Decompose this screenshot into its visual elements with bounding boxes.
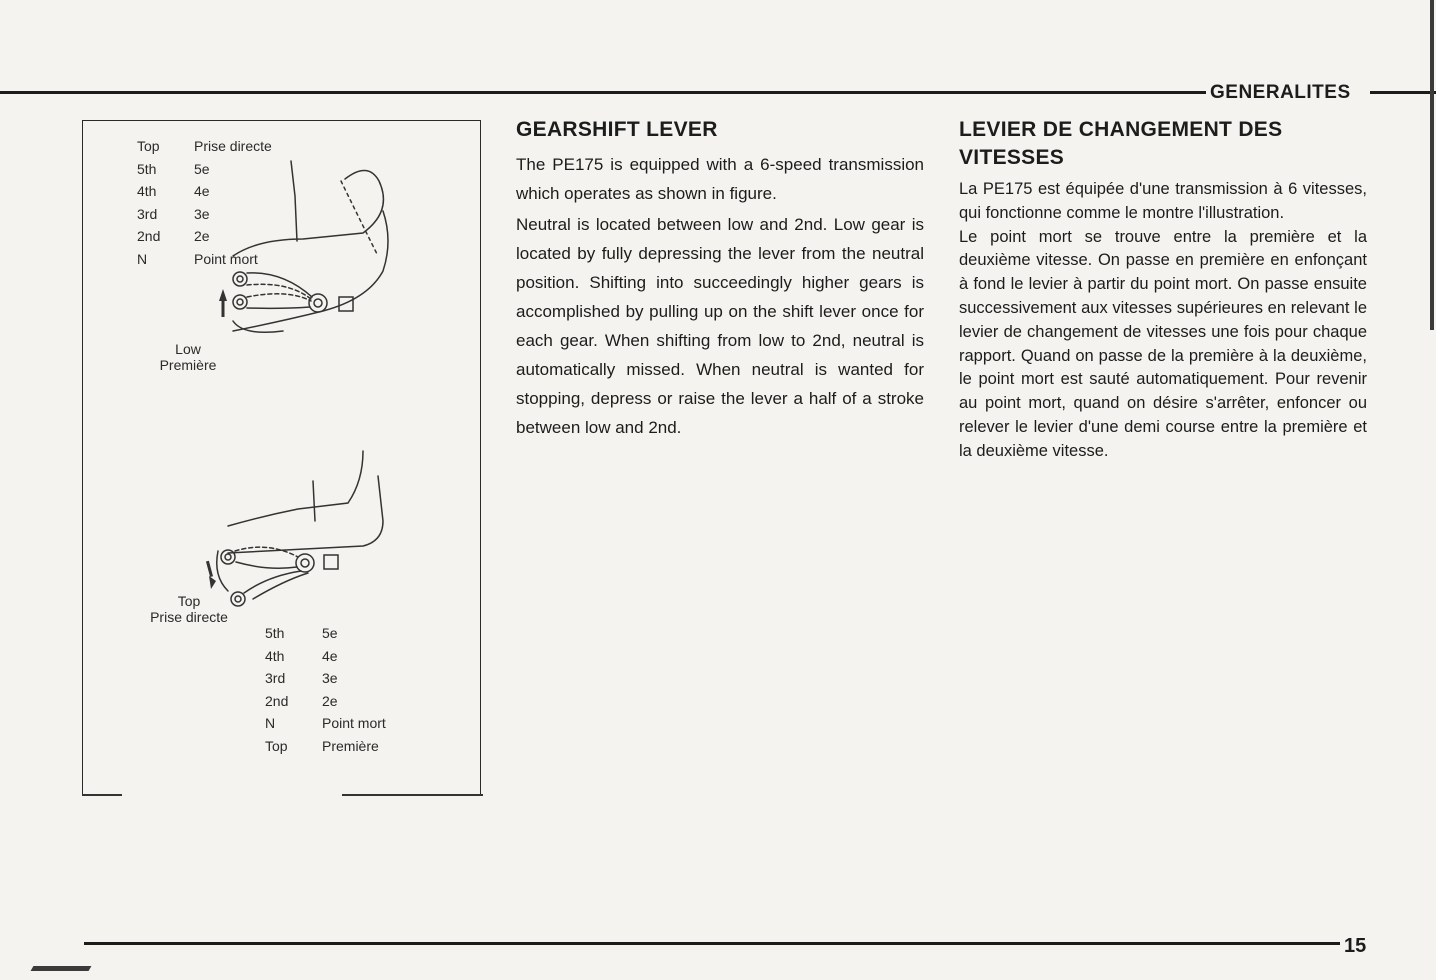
english-heading: GEARSHIFT LEVER xyxy=(516,118,718,141)
header-rule-left xyxy=(0,91,1206,94)
top-gear-label: Top Prise directe xyxy=(150,593,228,625)
header-rule-right xyxy=(1370,91,1436,94)
french-heading: LEVIER DE CHANGEMENT DES VITESSES xyxy=(959,118,1283,169)
gear-row: 2nd 2e xyxy=(137,228,210,244)
gear-row: 2nd 2e xyxy=(265,692,338,709)
french-paragraph-2: Le point mort se trouve entre la première et la deuxième vitesse. On passe en première en enfonçant à fond le levier à partir du point mort. On passe ensuite successivement aux vitesses supérieures en relevant le levier de changement de vitesses une fois pour chaque rapport. Quand on passe de la première à la deuxième, le point mort est sauté automatiquement. Pour revenir au point mort, quand on désire s'arrêter, enfoncer ou relever le levier d'une demi course entre la première et la deuxième vitesse. xyxy=(959,227,1367,460)
english-column xyxy=(516,116,924,442)
gear-row: 4th 4e xyxy=(137,183,210,199)
gear-row: N Point mort xyxy=(137,250,258,267)
english-paragraph-1: The PE175 is equipped with a 6-speed transmission which operates as shown in figure. xyxy=(516,155,924,203)
gear-row: N Point mort xyxy=(265,715,386,731)
page-edge-mark xyxy=(1430,0,1434,330)
gear-row: 4th 4e xyxy=(265,647,338,664)
gear-row: Top Prise directe xyxy=(137,138,272,154)
english-paragraph-2: Neutral is located between low and 2nd. Low gear is located by fully depressing the lever from the neutral position. Shifting into succeedingly higher gears is accomplished by pulling up on the shift lever once for each gear. When shifting from low to 2nd, neutral is automatically missed. When neutral is wanted for stopping, depress or raise the lever a half of a stroke between low and 2nd. xyxy=(516,215,924,437)
gearshift-figure xyxy=(82,120,481,795)
section-title: GENERALITES xyxy=(1210,82,1351,103)
page-number: 15 xyxy=(1344,935,1367,957)
upper-gear-list xyxy=(137,135,272,270)
gear-row: 3rd 3e xyxy=(137,205,210,222)
gear-row: 5th 5e xyxy=(265,625,338,641)
lower-gear-list xyxy=(265,622,386,757)
french-column xyxy=(959,116,1367,464)
gear-row: Top Première xyxy=(265,737,379,754)
footer-rule xyxy=(84,942,1340,945)
low-gear-label: Low Première xyxy=(159,341,217,373)
gear-row: 5th 5e xyxy=(137,160,210,177)
gear-row: 3rd 3e xyxy=(265,670,338,686)
corner-mark xyxy=(31,966,92,971)
figure-bottom-border xyxy=(82,794,483,796)
french-paragraph-1: La PE175 est équipée d'une transmission à 6 vitesses, qui fonctionne comme le montre l'illustration. xyxy=(959,180,1367,222)
